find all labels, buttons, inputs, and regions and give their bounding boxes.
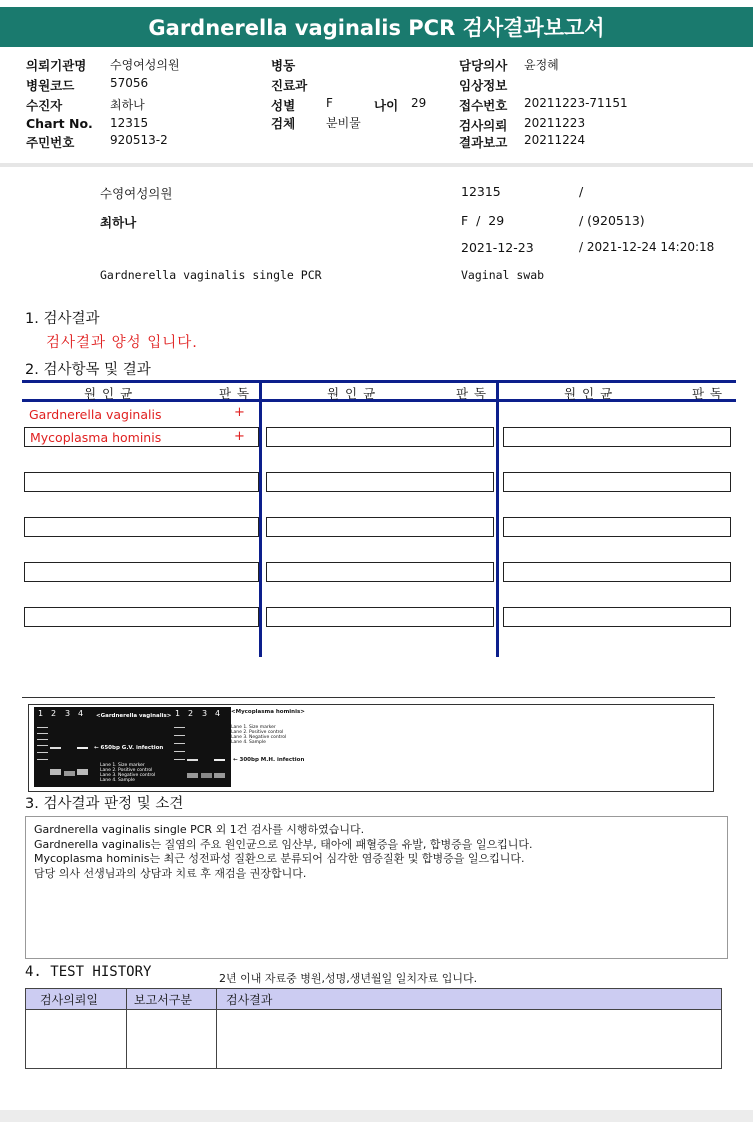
history-col-divider <box>216 989 217 1068</box>
ladder-band <box>37 727 48 728</box>
band-label-text: 300bp M.H. infection <box>239 757 305 763</box>
ladder-band <box>174 743 185 744</box>
ladder-band <box>37 733 48 734</box>
history-col-report-type: 보고서구분 <box>134 993 192 1007</box>
result-cell <box>503 517 731 537</box>
report-date-value: 20211224 <box>524 133 586 147</box>
section2-title: 2. 검사항목 및 결과 <box>25 362 151 378</box>
band-label: ← 650bp G.V. infection <box>94 745 164 751</box>
age-label: 나이 <box>374 98 399 113</box>
ladder-band <box>174 759 185 760</box>
opinion-box <box>25 816 728 959</box>
result-cell <box>266 472 494 492</box>
result-cell <box>503 472 731 492</box>
header-divider <box>0 163 753 167</box>
clinical-info-label: 임상정보 <box>459 78 508 93</box>
info-reported: / 2021-12-24 14:20:18 <box>579 240 715 254</box>
gel-top-rule <box>22 697 715 698</box>
age-value: 29 <box>411 96 427 110</box>
receipt-no-label: 접수번호 <box>459 98 508 113</box>
lane-number: 2 <box>51 709 57 718</box>
col3-judge-header: 판 독 <box>692 386 724 401</box>
history-col-result: 검사결과 <box>226 993 273 1007</box>
primer-band <box>50 769 61 775</box>
sample-band <box>77 747 88 749</box>
chart-no-value: 12315 <box>110 116 149 130</box>
primer-band <box>77 769 88 775</box>
primer-band <box>201 773 212 778</box>
hospital-name-value: 수영여성의원 <box>110 58 180 72</box>
legend-line: Lane 3. Negative control <box>231 735 287 740</box>
resident-no-value: 920513-2 <box>110 133 168 147</box>
lane-number: 3 <box>202 709 208 718</box>
col-divider-1 <box>259 380 262 657</box>
info-received: 2021-12-23 <box>461 240 534 255</box>
history-col-request-date: 검사의뢰일 <box>40 993 98 1007</box>
legend-line: Lane 1. Size marker <box>100 763 145 768</box>
gel-image-mycoplasma <box>171 707 341 787</box>
dept-label: 진료과 <box>271 78 308 93</box>
result-cell <box>503 427 731 447</box>
gel-legend <box>100 763 155 783</box>
item-result: + <box>234 429 245 444</box>
band-label: ← 300bp M.H. infection <box>233 757 305 763</box>
col1-judge-header: 판 독 <box>219 386 251 401</box>
patient-value: 최하나 <box>110 98 145 112</box>
info-name: 최하나 <box>100 215 137 230</box>
lane-number: 1 <box>38 709 44 718</box>
item-name: Mycoplasma hominis <box>30 430 162 445</box>
ladder-band <box>37 745 48 746</box>
ladder-band <box>174 735 185 736</box>
lane-number: 4 <box>215 709 221 718</box>
gel-title: <Mycoplasma hominis> <box>231 709 305 715</box>
info-clinic: 수영여성의원 <box>100 186 173 201</box>
result-cell <box>24 472 259 492</box>
result-cell <box>266 607 494 627</box>
info-test: Gardnerella vaginalis single PCR <box>100 268 322 282</box>
band-label-text: 650bp G.V. infection <box>100 745 164 751</box>
ladder-band <box>37 759 48 760</box>
positive-band <box>50 747 61 749</box>
ward-label: 병동 <box>271 58 296 73</box>
col2-organism-header: 원 인 균 <box>327 386 377 401</box>
doctor-label: 담당의사 <box>459 58 508 73</box>
history-note: 2년 이내 자료중 병원,성명,생년월일 일치자료 입니다. <box>219 972 478 985</box>
history-header-row <box>26 989 721 1010</box>
ladder-band <box>174 751 185 752</box>
result-cell <box>24 607 259 627</box>
opinion-line: Gardnerella vaginalis는 질염의 주요 원인균으로 임산부, 태아에 패혈증을 유발, 합병증을 일으킵니다. <box>34 837 533 851</box>
doctor-value: 윤정혜 <box>524 58 559 72</box>
col2-judge-header: 판 독 <box>456 386 488 401</box>
opinion-line: 담당 의사 선생님과의 상담과 치료 후 재검을 권장합니다. <box>34 866 307 880</box>
table-top-rule <box>22 380 736 383</box>
resident-no-label: 주민번호 <box>26 135 75 150</box>
opinion-line: Mycoplasma hominis는 최근 성전파성 질환으로 분류되어 심각한 염증질환 및 합병증을 일으킵니다. <box>34 852 525 865</box>
primer-band <box>64 771 75 776</box>
chart-no-label: Chart No. <box>26 116 93 131</box>
hospital-code-value: 57056 <box>110 76 149 90</box>
result-cell <box>266 427 494 447</box>
footer-bar <box>0 1110 753 1122</box>
result-cell <box>24 562 259 582</box>
legend-line: Lane 1. Size marker <box>231 725 276 730</box>
report-title: Gardnerella vaginalis PCR 검사결과보고서 <box>0 7 753 47</box>
patient-label: 수진자 <box>26 98 63 113</box>
info-specimen: Vaginal swab <box>461 268 545 282</box>
col1-organism-header: 원 인 균 <box>84 386 134 401</box>
request-date-value: 20211223 <box>524 116 586 130</box>
legend-line: Lane 2. Positive control <box>100 768 153 773</box>
gel-title: <Gardnerella vaginalis> <box>96 713 172 719</box>
primer-band <box>214 773 225 778</box>
result-cell <box>266 517 494 537</box>
item-name: Gardnerella vaginalis <box>29 407 162 422</box>
col3-organism-header: 원 인 균 <box>564 386 614 401</box>
primer-band <box>187 773 198 778</box>
legend-line: Lane 4. Sample <box>100 778 135 783</box>
request-date-label: 검사의뢰 <box>459 118 508 133</box>
lane-number: 1 <box>175 709 181 718</box>
result-cell <box>24 517 259 537</box>
lane-number: 2 <box>188 709 194 718</box>
sex-label: 성별 <box>271 98 296 113</box>
legend-line: Lane 4. Sample <box>231 740 266 745</box>
section1-title: 1. 검사결과 <box>25 311 100 327</box>
ladder-band <box>174 727 185 728</box>
hospital-name-label: 의뢰기관명 <box>26 58 87 73</box>
legend-line: Lane 3. Negative control <box>100 773 156 778</box>
gel-legend <box>231 725 286 745</box>
col-divider-2 <box>496 380 499 657</box>
info-chart: 12315 <box>461 184 501 199</box>
section3-title: 3. 검사결과 판정 및 소견 <box>25 796 184 812</box>
legend-line: Lane 2. Positive control <box>231 730 284 735</box>
gel-image-gardnerella <box>34 707 184 787</box>
ladder-band <box>37 739 48 740</box>
specimen-label: 검체 <box>271 116 296 131</box>
history-col-divider <box>126 989 127 1068</box>
section1-result: 검사결과 양성 입니다. <box>46 335 198 351</box>
ladder-band <box>37 752 48 753</box>
info-slash: / <box>579 184 584 199</box>
item-result: + <box>234 405 245 420</box>
result-cell <box>503 607 731 627</box>
section4-title: 4. TEST HISTORY <box>25 964 152 980</box>
opinion-line: Gardnerella vaginalis single PCR 외 1건 검사를 시행하였습니다. <box>34 823 365 836</box>
gel-image-frame <box>28 704 714 792</box>
lane-number: 4 <box>78 709 84 718</box>
result-cell <box>266 562 494 582</box>
history-table <box>25 988 722 1069</box>
info-sex-age: F / 29 <box>461 213 505 228</box>
hospital-code-label: 병원코드 <box>26 78 75 93</box>
report-date-label: 결과보고 <box>459 135 508 150</box>
info-birth: / (920513) <box>579 213 645 228</box>
positive-band <box>187 759 198 761</box>
receipt-no-value: 20211223-71151 <box>524 96 628 110</box>
lane-number: 3 <box>65 709 71 718</box>
sample-band <box>214 759 225 761</box>
result-cell <box>503 562 731 582</box>
specimen-value: 분비물 <box>326 116 361 130</box>
sex-value: F <box>326 96 333 110</box>
